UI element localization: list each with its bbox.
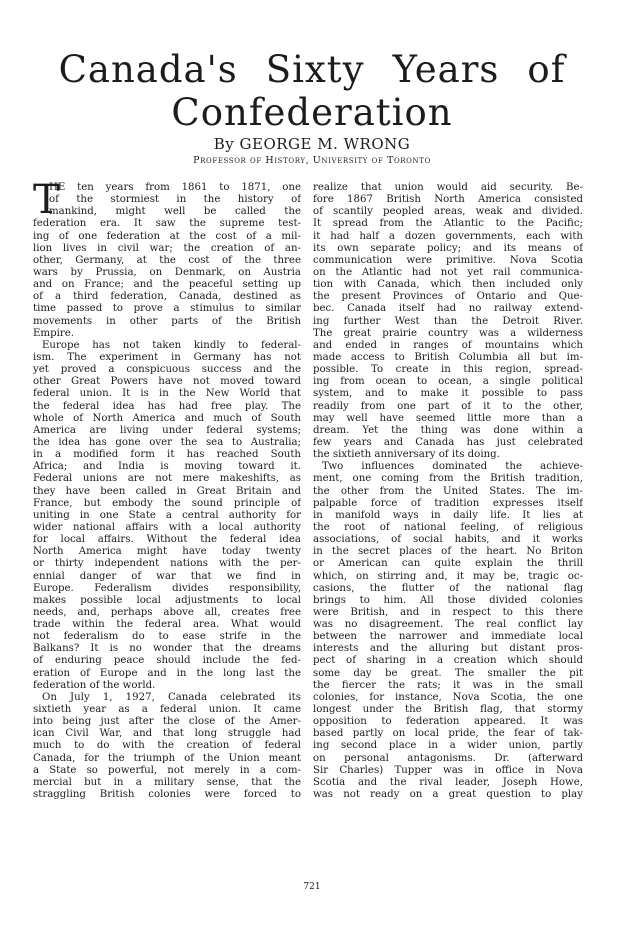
text-line: readily from one part of it to the other, [313, 400, 583, 412]
text-line: on personal antagonisms. Dr. (afterward [313, 752, 583, 764]
text-line: not federalism do to ease strife in the [33, 631, 301, 643]
text-line: ing from ocean to ocean, a single political [313, 376, 583, 388]
page-number: 721 [303, 882, 321, 892]
text-line: On July 1, 1927, Canada celebrated its [42, 691, 301, 703]
text-line: tion with Canada, which then included only [313, 279, 583, 291]
text-line: needs, and, perhaps above all, creates free [33, 606, 301, 618]
text-line: The great prairie country was a wilderness [313, 327, 583, 339]
text-line: North America might have today twenty [33, 546, 301, 558]
text-line: lion lives in civil war; the creation of an- [33, 242, 301, 254]
text-line: the present Provinces of Ontario and Que- [313, 291, 583, 303]
text-line: the idea has gone over the sea to Australia; [33, 436, 301, 448]
text-line: few years and Canada has just celebrated [313, 436, 583, 448]
text-line: of a third federation, Canada, destined as [33, 291, 301, 303]
text-line: pect of sharing in a creation which should [313, 655, 583, 667]
text-line: Canada, for the triumph of the Union meant [33, 752, 301, 764]
text-line: palpable force of tradition expresses itself [313, 497, 583, 509]
text-line: movements in other parts of the British [33, 315, 301, 327]
byline: By GEORGE M. WRONG [213, 135, 411, 153]
text-line: Sir Charles) Tupper was in office in Nova [313, 764, 583, 776]
text-line: the root of national feeling, of religious [313, 521, 583, 533]
text-line: ing of one federation at the cost of a mil- [33, 230, 301, 242]
text-line: of the stormiest in the history of [49, 194, 301, 206]
text-line: based partly on local pride, the fear of tak- [313, 728, 583, 740]
text-line: the fiercer the rats; it was in the small [313, 679, 583, 691]
text-line: whole of North America and much of South [33, 412, 301, 424]
text-line: ing further West than the Detroit River. [313, 315, 583, 327]
text-line: a State so powerful, not merely in a com- [33, 764, 301, 776]
text-line: the federal idea has had free play. The [33, 400, 301, 412]
article-title-line-1 [0, 48, 624, 91]
text-line: ican Civil War, and that long struggle had [33, 728, 301, 740]
text-line: dream. Yet the thing was done within a [313, 424, 583, 436]
text-line: the other from the United States. The im- [313, 485, 583, 497]
text-line: communication were primitive. Nova Scotia [313, 254, 583, 266]
text-line: federal union. It is in the New World that [33, 388, 301, 400]
text-line: was no disagreement. The real conflict lay [313, 619, 583, 631]
text-line: wider national affairs with a local authority [33, 521, 301, 533]
text-line: straggling British colonies were forced to [33, 789, 301, 801]
text-line: system, and to make it possible to pass [313, 388, 583, 400]
title-word: Years [392, 48, 500, 91]
text-line: and ended in ranges of mountains which [313, 339, 583, 351]
text-line: in a modified form it has reached South [33, 449, 301, 461]
text-line: made access to British Columbia all but im- [313, 351, 583, 363]
text-line: wars by Prussia, on Denmark, on Austria [33, 266, 301, 278]
text-line: brings to him. All those divided colonies [313, 594, 583, 606]
text-line: it had half a dozen governments, each with [313, 230, 583, 242]
text-line: realize that union would aid security. Be- [313, 182, 583, 193]
text-line: were British, and in respect to this there [313, 606, 583, 618]
text-line: and on France; and the peaceful setting up [33, 279, 301, 291]
left-text-column [33, 177, 301, 801]
text-line: of enduring peace should include the fed- [33, 655, 301, 667]
title-word: of [527, 48, 566, 91]
text-line: opposition to federation appeared. It was [313, 716, 583, 728]
text-line: of scantily peopled areas, weak and divided. [313, 206, 583, 218]
text-line: other, Germany, at the cost of the three [33, 254, 301, 266]
text-line: It spread from the Atlantic to the Pacific; [313, 218, 583, 230]
text-line: America are living under federal systems; [33, 424, 301, 436]
text-line: they have been called in Great Britain and [33, 485, 301, 497]
text-line: France, but embody the sound principle of [33, 497, 301, 509]
text-line: associations, of social habits, and it works [313, 534, 583, 546]
text-line: colonies, for instance, Nova Scotia, the one [313, 691, 583, 703]
text-line: federation era. It saw the supreme test- [33, 218, 301, 230]
text-line: some day be great. The smaller the pit [313, 667, 583, 679]
text-line: federation of the world. [33, 679, 156, 691]
text-line: ment, one coming from the British tradition, [313, 473, 583, 485]
text-line: its own separate policy; and its means of [313, 242, 583, 254]
text-line: ing second place in a wider union, partly [313, 740, 583, 752]
text-line: mankind, might well be called the [49, 206, 301, 218]
text-line: uniting in one State a central authority for [33, 509, 301, 521]
author-affiliation: Professor of History, University of Toronto [193, 155, 431, 166]
title-word: Canada's [58, 48, 238, 91]
text-line: much to do with the creation of federal [33, 740, 301, 752]
text-line: the sixtieth anniversary of its doing. [313, 449, 500, 461]
right-text-column [313, 182, 583, 801]
text-line: or thirty independent nations with the per- [33, 558, 301, 570]
text-line: ism. The experiment in Germany has not [33, 351, 301, 363]
drop-cap: T [33, 177, 60, 223]
article-title-line-2: Confederation [171, 91, 453, 134]
text-line: eration of Europe and in the long last the [33, 667, 301, 679]
text-line: in the secret places of the heart. No Briton [313, 546, 583, 558]
text-line: Empire. [33, 327, 75, 339]
text-line: in manifold ways in daily life. It lies at [313, 509, 583, 521]
text-line: time passed to prove a stimulus to similar [33, 303, 301, 315]
text-line: Europe. Federalism divides responsibility, [33, 582, 301, 594]
text-line: Two influences dominated the achieve- [322, 461, 583, 473]
text-line: may well have seemed little more than a [313, 412, 583, 424]
text-line: was not ready on a great question to play [313, 789, 583, 801]
text-line: between the narrower and immediate local [313, 631, 583, 643]
text-line: Federal unions are not mere makeshifts, as [33, 473, 301, 485]
text-line: HE ten years from 1861 to 1871, one [49, 182, 301, 193]
text-line: Balkans? It is no wonder that the dreams [33, 643, 301, 655]
text-line: fore 1867 British North America consisted [313, 194, 583, 206]
title-word: Sixty [265, 48, 365, 91]
text-line: ennial danger of war that we find in [33, 570, 301, 582]
text-line: into being just after the close of the Amer- [33, 716, 301, 728]
text-line: sixtieth year as a federal union. It came [33, 704, 301, 716]
text-line: Scotia and the rival leader, Joseph Howe, [313, 776, 583, 788]
text-line: Africa; and India is moving toward it. [33, 461, 301, 473]
text-line: or American can quite explain the thrill [313, 558, 583, 570]
text-line: makes possible local adjustments to local [33, 594, 301, 606]
text-line: trade within the federal area. What would [33, 619, 301, 631]
text-line: casions, the flutter of the national flag [313, 582, 583, 594]
text-line: which, on stirring and, it may be, tragic oc- [313, 570, 583, 582]
text-line: other Great Powers have not moved toward [33, 376, 301, 388]
text-line: interests and the alluring but distant pros- [313, 643, 583, 655]
text-line: for local affairs. Without the federal idea [33, 534, 301, 546]
text-line: possible. To create in this region, spread- [313, 364, 583, 376]
text-line: on the Atlantic had not yet rail communica- [313, 266, 583, 278]
text-line: mercial but in a military sense, that the [33, 776, 301, 788]
text-line: bec. Canada itself had no railway extend- [313, 303, 583, 315]
text-line: Europe has not taken kindly to federal- [42, 339, 301, 351]
text-line: yet proved a conspicuous success and the [33, 364, 301, 376]
text-line: longest under the British flag, that stormy [313, 704, 583, 716]
